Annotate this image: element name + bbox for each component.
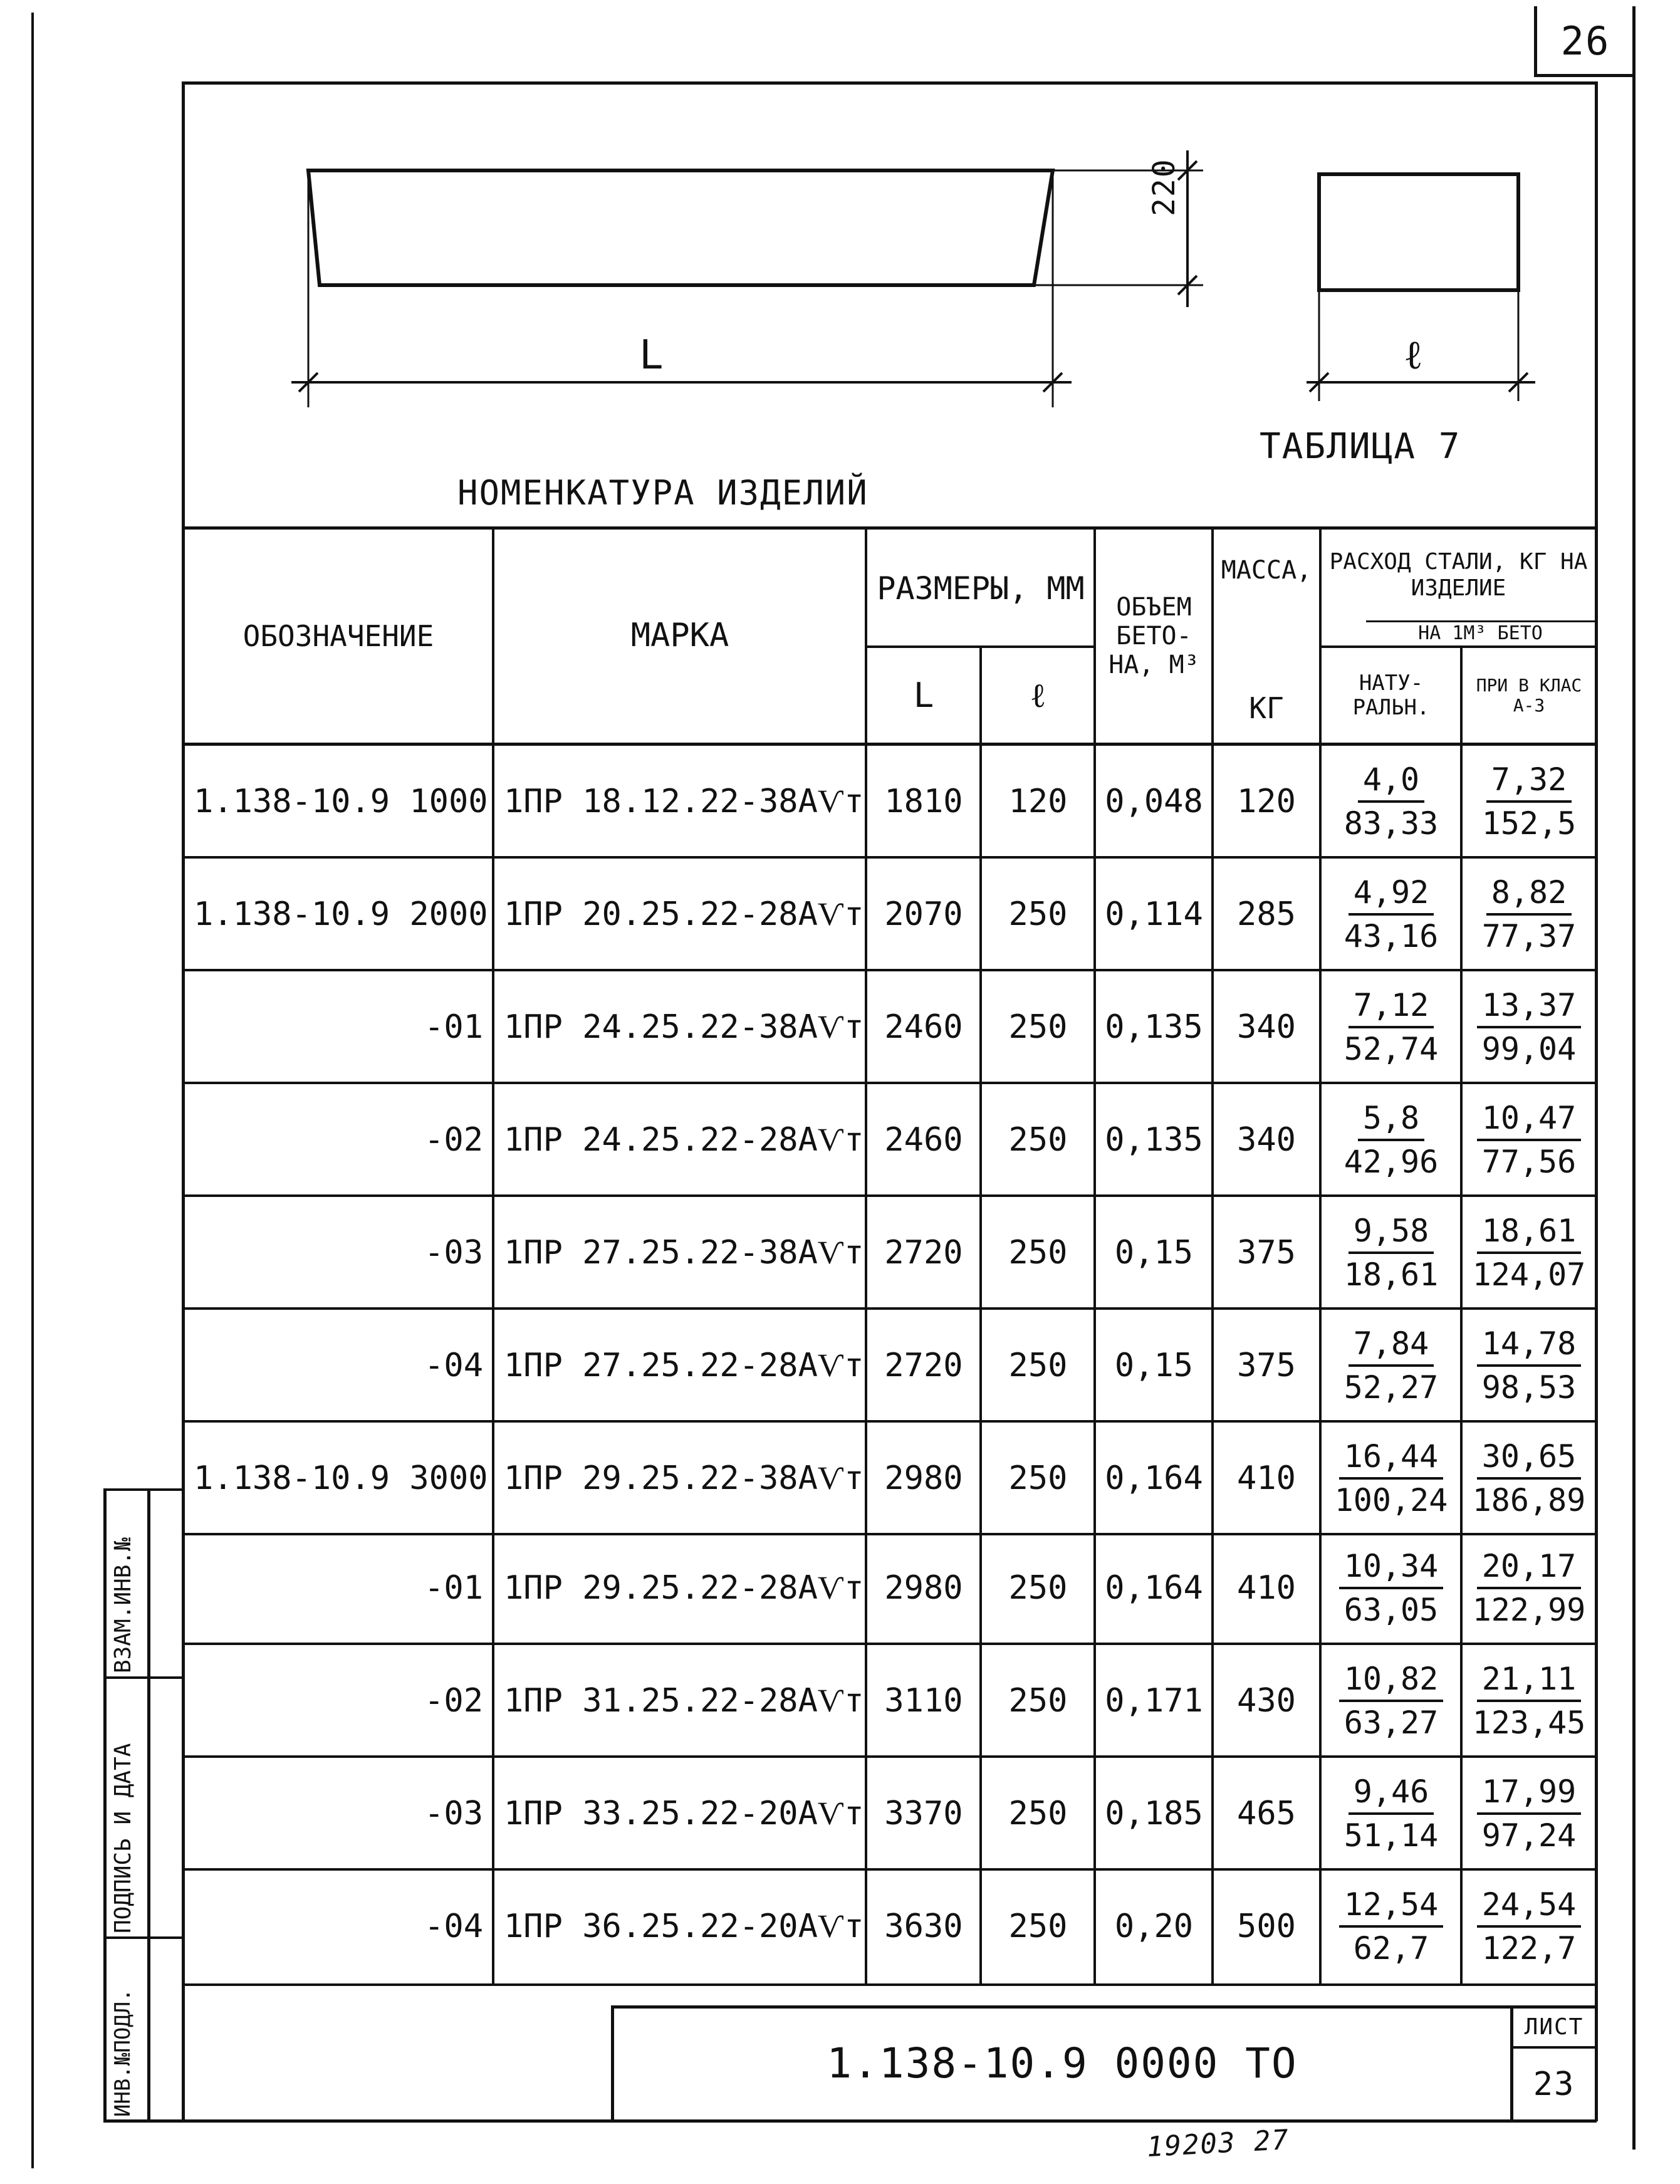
cell-mark: 1ПР 24.25.22-38АѴт (504, 1008, 864, 1046)
steel-conv-per-m3: 186,89 (1472, 1482, 1586, 1518)
cell-mass: 410 (1237, 1460, 1296, 1497)
steel-nat-per-m3: 51,14 (1343, 1817, 1439, 1854)
steel-nat-per-m3: 62,7 (1353, 1930, 1429, 1967)
cell-b: 250 (1008, 1795, 1068, 1832)
cell-volume: 0,15 (1114, 1234, 1194, 1272)
steel-nat-per-item: 10,34 (1339, 1548, 1444, 1589)
steel-conv-per-m3: 98,53 (1481, 1369, 1577, 1406)
header-mass-unit: КГ (1249, 691, 1284, 725)
steel-conv-per-item: 24,54 (1477, 1886, 1582, 1928)
cell-b: 250 (1008, 1008, 1068, 1046)
cell-designation: -01 (424, 1008, 483, 1046)
side-label-original-inventory: ИНВ.№ПОДЛ. (110, 1988, 135, 2117)
steel-conv-per-item: 10,47 (1477, 1100, 1582, 1141)
steel-nat-per-m3: 43,16 (1343, 918, 1439, 954)
cell-mark: 1ПР 29.25.22-38АѴт (504, 1460, 864, 1497)
cell-designation: -02 (424, 1682, 483, 1720)
steel-nat-per-m3: 52,74 (1343, 1031, 1439, 1067)
cell-l: 3370 (884, 1795, 963, 1832)
sheet-label: ЛИСТ (1524, 2014, 1584, 2040)
steel-nat-per-item: 4,0 (1358, 761, 1424, 803)
cell-steel-conv (1463, 1310, 1595, 1421)
cell-mass: 465 (1237, 1795, 1296, 1832)
steel-conv-per-item: 20,17 (1477, 1548, 1582, 1589)
height-dimension: 220 (1147, 158, 1182, 216)
cell-steel-nat (1322, 1871, 1460, 1982)
cell-steel-nat (1322, 1423, 1460, 1534)
cell-steel-nat (1322, 1758, 1460, 1869)
steel-conv-per-item: 7,32 (1486, 761, 1572, 803)
cell-mark: 1ПР 33.25.22-20АѴт (504, 1795, 864, 1832)
cell-mass: 375 (1237, 1234, 1296, 1272)
steel-conv-per-m3: 97,24 (1481, 1817, 1577, 1854)
length-label: L (639, 332, 665, 379)
cell-mark: 1ПР 18.12.22-38АѴт (504, 783, 864, 820)
steel-conv-per-item: 30,65 (1477, 1438, 1582, 1480)
steel-conv-per-item: 8,82 (1486, 874, 1572, 916)
header-size-b: ℓ (1030, 675, 1046, 715)
cell-mark: 1ПР 27.25.22-38АѴт (504, 1234, 864, 1272)
cell-mass: 500 (1237, 1908, 1296, 1945)
cell-steel-nat (1322, 1084, 1460, 1196)
width-label: ℓ (1404, 332, 1424, 379)
cell-l: 2070 (884, 896, 963, 933)
cell-b: 250 (1008, 1569, 1068, 1607)
header-steel: РАСХОД СТАЛИ, КГ НА ИЗДЕЛИЕ (1329, 549, 1588, 601)
cell-l: 3630 (884, 1908, 963, 1945)
steel-conv-per-m3: 77,56 (1481, 1144, 1577, 1180)
steel-nat-per-item: 9,46 (1349, 1774, 1434, 1815)
cell-b: 250 (1008, 1908, 1068, 1945)
cell-l: 2980 (884, 1460, 963, 1497)
cell-designation: -04 (424, 1347, 483, 1384)
cell-steel-nat (1322, 1197, 1460, 1309)
cell-volume: 0,15 (1114, 1347, 1194, 1384)
cell-l: 2980 (884, 1569, 963, 1607)
cell-designation: 1.138-10.9 2000 (194, 896, 488, 933)
steel-nat-per-item: 10,82 (1339, 1661, 1444, 1702)
cell-steel-nat (1322, 746, 1460, 857)
cell-mark: 1ПР 24.25.22-28АѴт (504, 1121, 864, 1159)
cell-mark: 1ПР 27.25.22-28АѴт (504, 1347, 864, 1384)
cell-mass: 410 (1237, 1569, 1296, 1607)
steel-conv-per-m3: 122,7 (1481, 1930, 1577, 1967)
steel-conv-per-m3: 124,07 (1472, 1257, 1586, 1293)
steel-nat-per-item: 7,12 (1349, 987, 1434, 1028)
cell-mass: 340 (1237, 1008, 1296, 1046)
cell-steel-conv (1463, 1532, 1595, 1644)
cell-volume: 0,164 (1105, 1569, 1203, 1607)
header-steel-converted: ПРИ В КЛАС А-3 (1476, 674, 1582, 716)
cell-steel-nat (1322, 859, 1460, 970)
cell-mark: 1ПР 20.25.22-28АѴт (504, 896, 864, 933)
cell-designation: 1.138-10.9 3000 (194, 1460, 488, 1497)
steel-conv-per-item: 13,37 (1477, 987, 1582, 1028)
cell-l: 2720 (884, 1347, 963, 1384)
sheet-number: 23 (1533, 2066, 1575, 2103)
steel-nat-per-m3: 63,27 (1343, 1705, 1439, 1741)
steel-conv-per-m3: 77,37 (1481, 918, 1577, 954)
steel-nat-per-m3: 100,24 (1334, 1482, 1448, 1518)
cell-steel-conv (1463, 1758, 1595, 1869)
steel-conv-per-m3: 152,5 (1481, 805, 1577, 842)
product-section-drawing (1303, 163, 1542, 426)
cell-b: 250 (1008, 896, 1068, 933)
cell-mark: 1ПР 29.25.22-28АѴт (504, 1569, 864, 1607)
cell-steel-nat (1322, 1310, 1460, 1421)
steel-nat-per-item: 12,54 (1339, 1886, 1444, 1928)
cell-b: 250 (1008, 1682, 1068, 1720)
cell-volume: 0,135 (1105, 1008, 1203, 1046)
cell-steel-nat (1322, 1532, 1460, 1644)
cell-steel-conv (1463, 859, 1595, 970)
cell-designation: -03 (424, 1795, 483, 1832)
cell-designation: 1.138-10.9 1000 (194, 783, 488, 820)
header-mass: МАССА, (1221, 556, 1312, 585)
header-steel-sub: НА 1М³ БЕТО (1418, 622, 1543, 644)
side-label-replaced-inventory: ВЗАМ.ИНВ.№ (110, 1537, 136, 1673)
cell-b: 250 (1008, 1347, 1068, 1384)
steel-nat-per-item: 4,92 (1349, 874, 1434, 916)
cell-mass: 375 (1237, 1347, 1296, 1384)
steel-nat-per-m3: 18,61 (1343, 1257, 1439, 1293)
cell-mass: 285 (1237, 896, 1296, 933)
cell-steel-conv (1463, 1423, 1595, 1534)
cell-volume: 0,164 (1105, 1460, 1203, 1497)
cell-mark: 1ПР 36.25.22-20АѴт (504, 1908, 864, 1945)
cell-volume: 0,185 (1105, 1795, 1203, 1832)
binding-margin-line (31, 13, 34, 2168)
cell-designation: -01 (424, 1569, 483, 1607)
cell-volume: 0,114 (1105, 896, 1203, 933)
steel-nat-per-item: 5,8 (1358, 1100, 1424, 1141)
steel-conv-per-item: 18,61 (1477, 1213, 1582, 1254)
steel-conv-per-item: 17,99 (1477, 1774, 1582, 1815)
cell-b: 250 (1008, 1121, 1068, 1159)
cell-volume: 0,048 (1105, 783, 1203, 820)
cell-volume: 0,171 (1105, 1682, 1203, 1720)
cell-steel-conv (1463, 746, 1595, 857)
cell-steel-conv (1463, 1197, 1595, 1309)
cell-mass: 430 (1237, 1682, 1296, 1720)
cell-steel-conv (1463, 1645, 1595, 1757)
steel-nat-per-m3: 83,33 (1343, 805, 1439, 842)
header-sizes: РАЗМЕРЫ, ММ (877, 570, 1085, 607)
product-elevation-drawing (276, 132, 1234, 426)
header-size-l: L (913, 675, 934, 715)
cell-l: 2720 (884, 1234, 963, 1272)
cell-designation: -03 (424, 1234, 483, 1272)
cell-designation: -04 (424, 1908, 483, 1945)
steel-nat-per-item: 9,58 (1349, 1213, 1434, 1254)
steel-conv-per-m3: 123,45 (1472, 1705, 1586, 1741)
cell-steel-conv (1463, 1084, 1595, 1196)
cell-mass: 340 (1237, 1121, 1296, 1159)
cell-steel-nat (1322, 971, 1460, 1083)
cell-designation: -02 (424, 1121, 483, 1159)
cell-volume: 0,20 (1114, 1908, 1194, 1945)
header-designation: ОБОЗНАЧЕНИЕ (243, 619, 434, 653)
table-label: ТАБЛИЦА 7 (1260, 426, 1461, 467)
cell-l: 2460 (884, 1008, 963, 1046)
cell-steel-nat (1322, 1645, 1460, 1757)
side-label-signature-date: ПОДПИСЬ И ДАТА (110, 1743, 136, 1933)
cell-steel-conv (1463, 1871, 1595, 1982)
document-code: 1.138-10.9 0000 ТО (827, 2039, 1298, 2087)
cell-b: 250 (1008, 1234, 1068, 1272)
header-volume: ОБЪЕМ БЕТО-НА, М³ (1109, 593, 1199, 679)
header-mark: МАРКА (630, 617, 729, 655)
steel-conv-per-m3: 99,04 (1481, 1031, 1577, 1067)
steel-nat-per-item: 7,84 (1349, 1325, 1434, 1367)
footer-note: 19203 27 (1145, 2124, 1291, 2163)
page-title: НОМЕНКАТУРА ИЗДЕЛИЙ (457, 473, 869, 513)
steel-conv-per-item: 21,11 (1477, 1661, 1582, 1702)
page-number: 26 (1560, 18, 1610, 64)
cell-mark: 1ПР 31.25.22-28АѴт (504, 1682, 864, 1720)
cell-mass: 120 (1237, 783, 1296, 820)
steel-nat-per-m3: 52,27 (1343, 1369, 1439, 1406)
steel-conv-per-item: 14,78 (1477, 1325, 1582, 1367)
steel-nat-per-m3: 42,96 (1343, 1144, 1439, 1180)
cell-steel-conv (1463, 971, 1595, 1083)
steel-nat-per-item: 16,44 (1339, 1438, 1444, 1480)
cell-l: 1810 (884, 783, 963, 820)
header-steel-natural: НАТУ-РАЛЬН. (1352, 670, 1430, 720)
cell-l: 2460 (884, 1121, 963, 1159)
cell-b: 120 (1008, 783, 1068, 820)
steel-nat-per-m3: 63,05 (1343, 1592, 1439, 1628)
cell-b: 250 (1008, 1460, 1068, 1497)
cell-l: 3110 (884, 1682, 963, 1720)
steel-conv-per-m3: 122,99 (1472, 1592, 1586, 1628)
cell-volume: 0,135 (1105, 1121, 1203, 1159)
